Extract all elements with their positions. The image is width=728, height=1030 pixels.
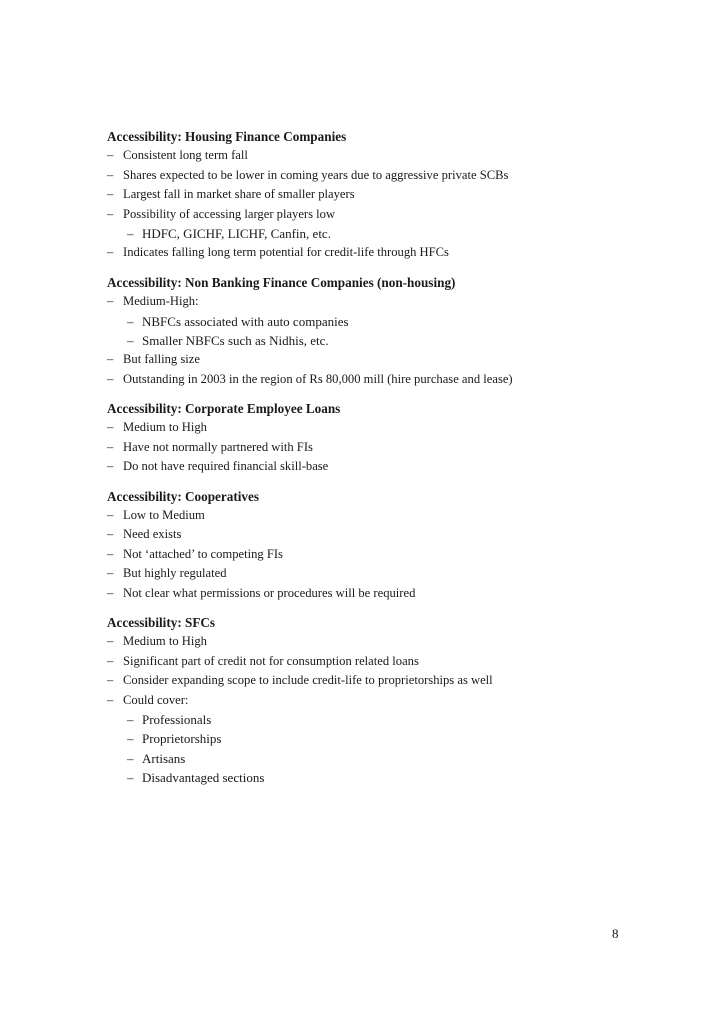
list-item-text: Artisans <box>142 750 186 766</box>
list-item-text: Not clear what permissions or procedures will be required <box>123 585 416 600</box>
list-item <box>107 205 667 224</box>
list-item <box>107 185 667 204</box>
dash-bullet-icon: – <box>107 167 114 182</box>
list-item <box>107 632 667 651</box>
list-item <box>107 525 667 544</box>
section <box>107 399 667 477</box>
section-heading: Accessibility: Non Banking Finance Companies (non-housing) <box>107 274 456 290</box>
list-item <box>107 370 667 389</box>
list-item-text: But highly regulated <box>123 566 227 581</box>
list-item <box>107 457 667 476</box>
list-item-text: Shares expected to be lower in coming years due to aggressive private SCBs <box>123 167 509 182</box>
dash-bullet-icon: – <box>107 566 114 581</box>
dash-bullet-icon: – <box>107 459 114 474</box>
dash-bullet-icon: – <box>127 731 134 747</box>
dash-bullet-icon: – <box>127 225 134 241</box>
section <box>107 487 667 603</box>
dash-bullet-icon: – <box>107 546 114 561</box>
sub-list-item <box>107 729 667 748</box>
list-item-text: Consistent long term fall <box>123 148 248 163</box>
section-heading: Accessibility: Corporate Employee Loans <box>107 401 341 417</box>
list-item <box>107 350 667 369</box>
section-heading: Accessibility: Cooperatives <box>107 488 259 504</box>
dash-bullet-icon: – <box>107 634 114 649</box>
list-item <box>107 506 667 525</box>
list-item <box>107 166 667 185</box>
list-item-text: Largest fall in market share of smaller players <box>123 187 355 202</box>
list-item-text: Possibility of accessing larger players low <box>123 206 336 221</box>
dash-bullet-icon: – <box>107 673 114 688</box>
dash-bullet-icon: – <box>127 313 134 329</box>
section-heading: Accessibility: Housing Finance Companies <box>107 129 347 144</box>
dash-bullet-icon: – <box>127 750 134 766</box>
list-item-text: Significant part of credit not for consumption related loans <box>123 653 419 668</box>
list-item-text: Outstanding in 2003 in the region of Rs 80,000 mill (hire purchase and lease) <box>123 371 513 386</box>
dash-bullet-icon: – <box>127 711 134 727</box>
list-item-text: Indicates falling long term potential for credit-life through HFCs <box>123 245 449 260</box>
list-item <box>107 545 667 564</box>
dash-bullet-icon: – <box>107 187 114 202</box>
dash-bullet-icon: – <box>107 653 114 668</box>
list-item-text: Proprietorships <box>142 731 222 747</box>
list-item-text: Disadvantaged sections <box>142 770 265 786</box>
page-number: 8 <box>612 926 619 941</box>
list-item-text: NBFCs associated with auto companies <box>142 313 349 329</box>
list-item-text: Need exists <box>123 527 182 542</box>
list-item-text: Low to Medium <box>123 508 205 523</box>
dash-bullet-icon: – <box>107 420 114 435</box>
dash-bullet-icon: – <box>127 332 134 348</box>
list-item-text: Medium-High: <box>123 294 199 309</box>
dash-bullet-icon: – <box>107 148 114 163</box>
list-item <box>107 584 667 603</box>
dash-bullet-icon: – <box>107 527 114 542</box>
list-item <box>107 691 667 710</box>
list-item-text: Medium to High <box>123 420 207 435</box>
list-item <box>107 418 667 437</box>
page-content <box>107 127 667 798</box>
sub-list-item <box>107 331 667 350</box>
dash-bullet-icon: – <box>107 245 114 260</box>
section <box>107 273 667 389</box>
section <box>107 613 667 788</box>
dash-bullet-icon: – <box>107 692 114 707</box>
list-item <box>107 652 667 671</box>
dash-bullet-icon: – <box>107 439 114 454</box>
list-item-text: Have not normally partnered with FIs <box>123 439 313 454</box>
sub-list-item <box>107 768 667 787</box>
list-item <box>107 146 667 165</box>
section-heading: Accessibility: SFCs <box>107 614 216 630</box>
sub-list-item <box>107 749 667 768</box>
sub-list-item <box>107 710 667 729</box>
list-item-text: Not ‘attached’ to competing FIs <box>123 546 283 561</box>
dash-bullet-icon: – <box>107 371 114 386</box>
sub-list-item <box>107 312 667 331</box>
list-item-text: Consider expanding scope to include credit-life to proprietorships as well <box>123 673 493 688</box>
list-item <box>107 671 667 690</box>
dash-bullet-icon: – <box>107 508 114 523</box>
dash-bullet-icon: – <box>107 352 114 367</box>
list-item-text: HDFC, GICHF, LICHF, Canfin, etc. <box>142 225 331 241</box>
sub-list-item <box>107 224 667 243</box>
dash-bullet-icon: – <box>127 770 134 786</box>
section <box>107 127 667 263</box>
list-item-text: Do not have required financial skill-base <box>123 459 329 474</box>
list-item-text: Medium to High <box>123 634 207 649</box>
dash-bullet-icon: – <box>107 585 114 600</box>
list-item-text: Professionals <box>142 711 212 727</box>
list-item <box>107 564 667 583</box>
list-item <box>107 292 667 311</box>
list-item-text: Could cover: <box>123 692 189 707</box>
list-item <box>107 438 667 457</box>
dash-bullet-icon: – <box>107 206 114 221</box>
list-item-text: But falling size <box>123 352 200 367</box>
dash-bullet-icon: – <box>107 294 114 309</box>
list-item-text: Smaller NBFCs such as Nidhis, etc. <box>142 332 329 348</box>
list-item <box>107 243 667 262</box>
